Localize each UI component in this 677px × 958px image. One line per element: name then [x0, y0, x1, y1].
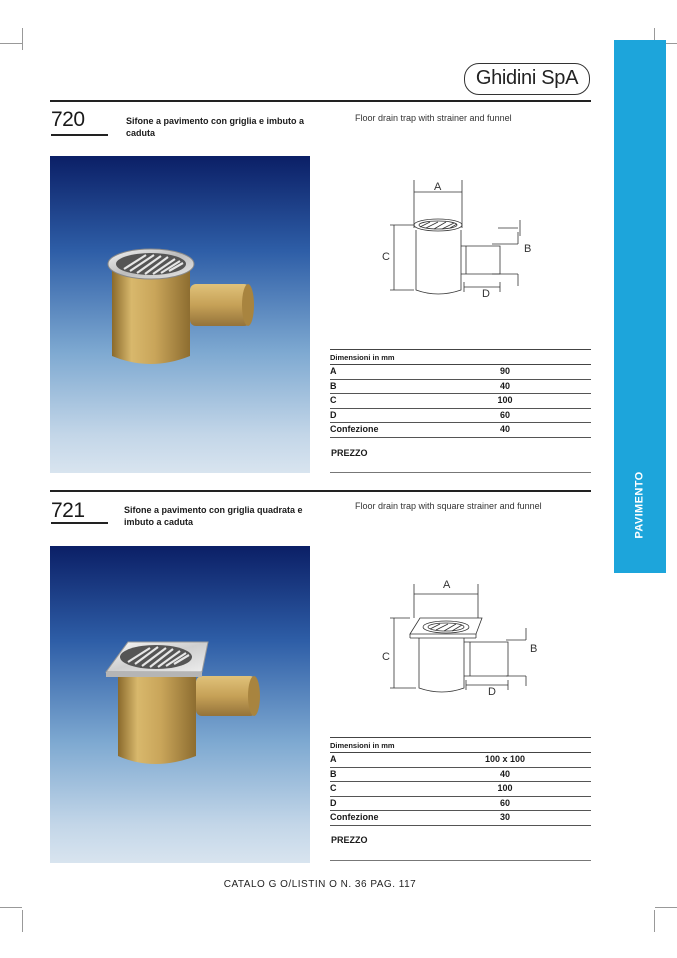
dimensions-table-header: Dimensioni in mm	[330, 737, 591, 753]
crop-mark	[0, 43, 22, 44]
table-row	[330, 409, 591, 424]
round-drain-trap-image	[50, 156, 310, 473]
technical-diagram	[370, 170, 545, 310]
spec-value: 100	[497, 395, 513, 405]
dimension-label-d: D	[482, 288, 490, 300]
crop-mark	[654, 910, 655, 932]
dimension-label-b: B	[524, 243, 532, 255]
spec-key: Confezione	[330, 424, 379, 434]
product-title-en: Floor drain trap with strainer and funnel	[355, 113, 512, 123]
price-label: PREZZO	[331, 835, 368, 845]
dimension-label-d: D	[488, 686, 496, 698]
section-divider	[50, 100, 591, 102]
side-category-label-wrap	[614, 455, 666, 555]
table-row	[330, 423, 591, 438]
square-drain-trap-image	[50, 546, 310, 863]
spec-key: C	[330, 395, 337, 405]
product-title-it: Sifone a pavimento con griglia e imbuto a caduta	[126, 116, 305, 138]
spec-key: B	[330, 768, 337, 779]
crop-mark	[22, 28, 23, 50]
spec-key: Confezione	[330, 812, 379, 822]
product-code-underline	[51, 522, 108, 524]
product-photo	[50, 546, 310, 863]
side-category-label: PAVIMENTO	[634, 471, 647, 539]
spec-key: A	[330, 754, 337, 764]
page-footer: CATALO G O/LISTIN O N. 36 PAG. 117	[223, 879, 417, 890]
spec-value: 40	[499, 768, 510, 779]
brand-logo: Ghidini SpA	[464, 63, 590, 95]
table-row	[330, 768, 591, 783]
table-row	[330, 753, 591, 768]
spec-value: 40	[499, 424, 510, 434]
table-row	[330, 380, 591, 395]
dimension-label-c: C	[382, 651, 390, 663]
spec-value: 60	[499, 797, 510, 808]
crop-mark	[655, 907, 677, 908]
table-row	[330, 797, 591, 812]
dimension-label-c: C	[382, 251, 390, 263]
technical-diagram	[370, 572, 545, 702]
section-divider	[50, 490, 591, 492]
dimension-label-a: A	[434, 181, 442, 193]
price-rule	[330, 860, 591, 861]
dimensions-table-header: Dimensioni in mm	[330, 349, 591, 365]
product-code-underline	[51, 134, 108, 136]
product-code: 721	[51, 499, 85, 522]
table-row	[330, 365, 591, 380]
crop-mark	[0, 907, 22, 908]
spec-key: C	[330, 783, 337, 793]
table-row	[330, 782, 591, 797]
product-title-it: Sifone a pavimento con griglia quadrata e imbuto a caduta	[124, 505, 303, 527]
spec-key: D	[330, 409, 337, 420]
product-title-en: Floor drain trap with square strainer and funnel	[355, 501, 542, 511]
spec-key: A	[330, 366, 337, 376]
spec-key: B	[330, 380, 337, 391]
spec-value: 30	[499, 812, 510, 822]
dimensions-table	[330, 737, 591, 826]
table-row	[330, 811, 591, 826]
dimensions-table	[330, 349, 591, 438]
crop-mark	[22, 910, 23, 932]
price-label: PREZZO	[331, 448, 368, 458]
dimension-label-b: B	[530, 643, 538, 655]
product-photo	[50, 156, 310, 473]
price-rule	[330, 472, 591, 473]
spec-value: 90	[499, 366, 510, 376]
dimension-label-a: A	[443, 579, 451, 591]
spec-key: D	[330, 797, 337, 808]
spec-value: 60	[499, 409, 510, 420]
spec-value: 40	[499, 380, 510, 391]
product-code: 720	[51, 108, 85, 131]
spec-value: 100 x 100	[484, 754, 526, 764]
table-row	[330, 394, 591, 409]
spec-value: 100	[497, 783, 513, 793]
